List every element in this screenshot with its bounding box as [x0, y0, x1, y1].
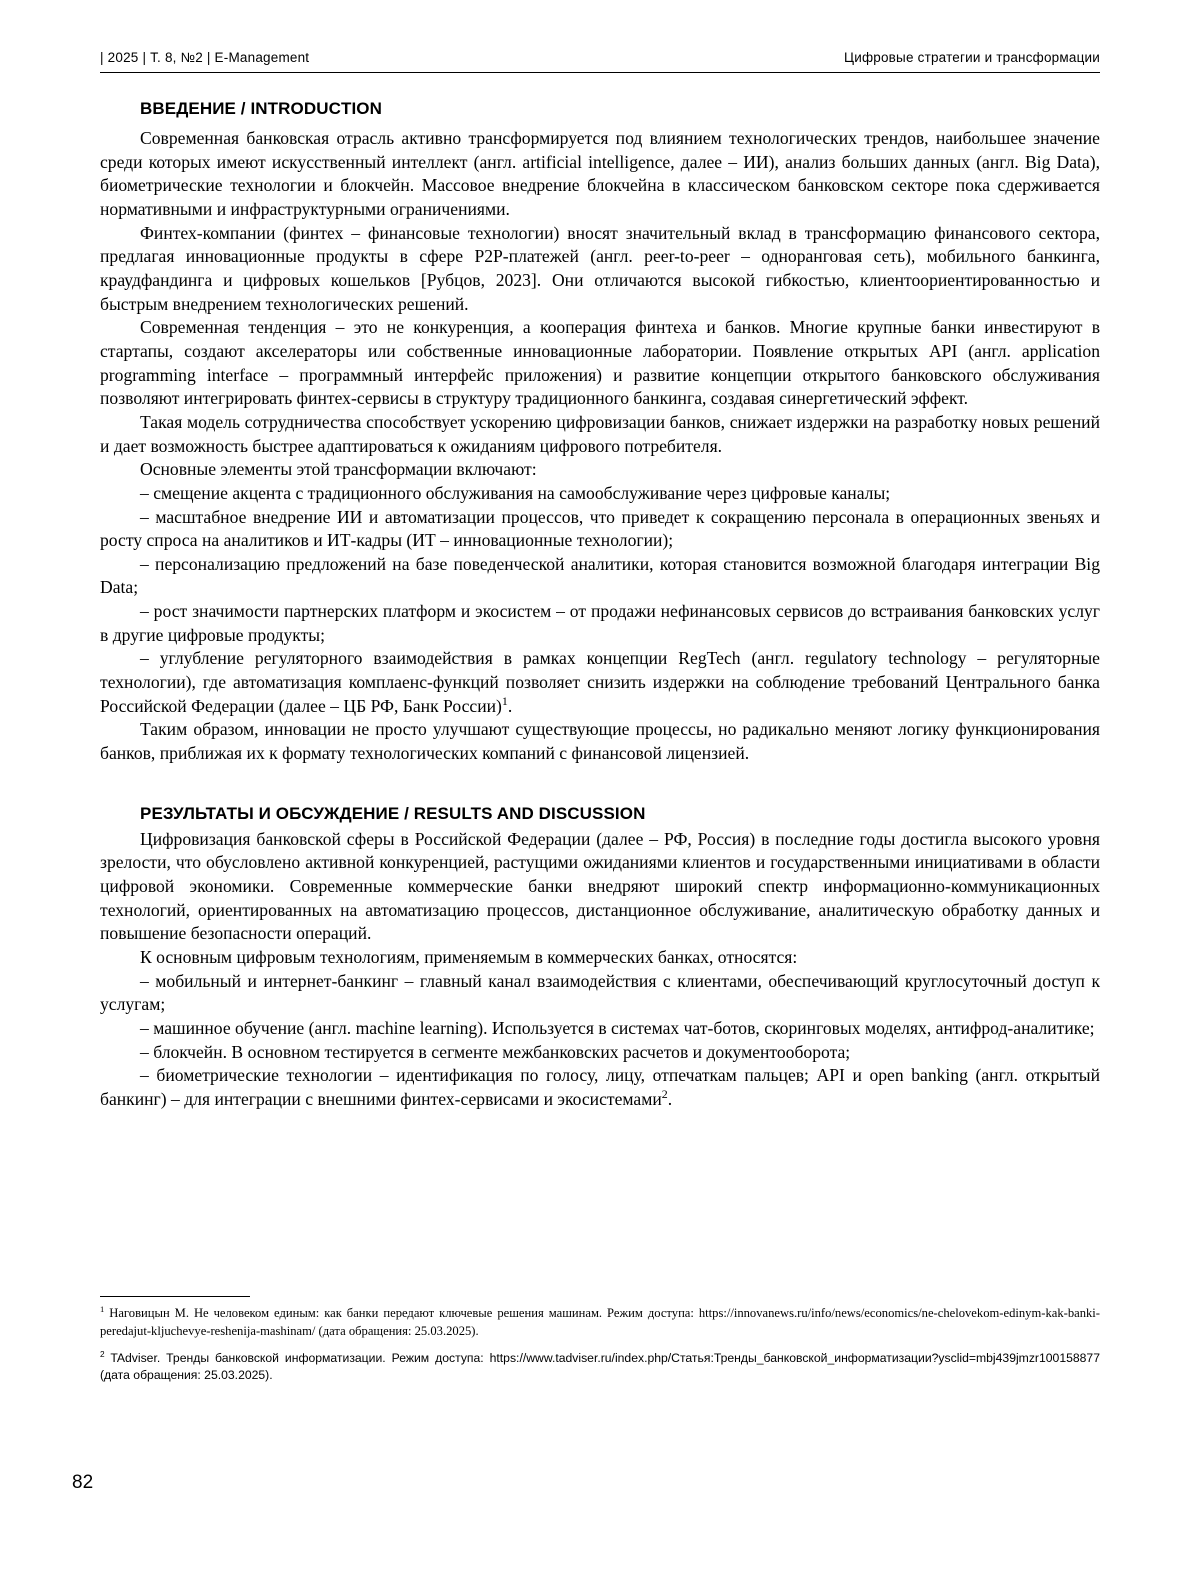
running-head-right: Цифровые стратегии и трансформации — [844, 50, 1100, 65]
footnote-2-text: TAdviser. Тренды банковской информатизации. Режим доступа: https://www.tadviser.ru/index.php/Статья:Тренды_банковской_информатизации?ysclid=mbj439jmzr100158877 (дата обращения: 25.03.2025). — [100, 1350, 1100, 1383]
footnote-number-1: 1 — [100, 1303, 105, 1314]
paragraph: Основные элементы этой трансформации включают: — [140, 459, 537, 480]
list-item: – машинное обучение (англ. machine learning). Используется в системах чат-ботов, скоринговых моделях, антифрод-аналитике; — [140, 1017, 1095, 1038]
running-head — [100, 50, 1100, 73]
page-number: 82 — [72, 1472, 94, 1493]
footnote-separator — [100, 1296, 250, 1297]
sentence-period: . — [667, 1088, 673, 1109]
list-item: – масштабное внедрение ИИ и автоматизации процессов, что приведет к сокращению персонала в операционных звеньях и росту спроса на аналитиков и ИТ-кадры (ИТ – инновационные технологии); — [100, 506, 1100, 551]
paragraph: Современная банковская отрасль активно трансформируется под влиянием технологических трендов, наибольшее значение среди которых имеют искусственный интеллект (англ. artificial intelligence, далее – ИИ), анализ больших данных (англ. Big Data), биометрические технологии и блокчейн. Массовое внедрение блокчейна в классическом банковском секторе пока сдерживается нормативными и инфраструктурными ограничениями. — [100, 128, 1100, 219]
list-item: – блокчейн. В основном тестируется в сегменте межбанковских расчетов и документооборота; — [140, 1041, 851, 1062]
paragraph: Финтех-компании (финтех – финансовые технологии) вносят значительный вклад в трансформацию финансового сектора, предлагая инновационные продукты в сфере P2P-платежей (англ. peer-to-peer – одноранговая сеть), мобильного банкинга, краудфандинга и цифровых кошельков [Рубцов, 2023]. Они отличаются высокой гибкостью, клиентоориентированностью и быстрым внедрением технологических решений. — [100, 222, 1100, 314]
list-item: – мобильный и интернет-банкинг – главный канал взаимодействия с клиентами, обеспечивающий круглосуточный доступ к услугам; — [100, 970, 1100, 1015]
list-item — [100, 1064, 1100, 1111]
paragraph: К основным цифровым технологиям, применяемым в коммерческих банках, относятся: — [140, 947, 798, 967]
section-heading-introduction: ВВЕДЕНИЕ / INTRODUCTION — [140, 99, 382, 118]
list-item: – смещение акцента с традиционного обслуживания на самообслуживание через цифровые каналы; — [140, 482, 891, 503]
footnote-ref-1[interactable]: 1 — [501, 693, 508, 708]
footnote-ref-2[interactable]: 2 — [661, 1087, 668, 1102]
page-content — [100, 50, 1100, 1112]
list-item — [100, 647, 1100, 718]
footnote-1-text: Наговицын М. Не человеком единым: как банки передают ключевые решения машинам. Режим доступа: https://innovanews.ru/info/news/economics/ne-chelovekom-edinym-kak-banki-peredajut-kljuchevye-reshenija-mashinam/ (дата обращения: 25.03.2025). — [100, 1306, 1100, 1338]
paragraph: Цифровизация банковской сферы в Российской Федерации (далее – РФ, Россия) в последние годы достигла высокого уровня зрелости, что обусловлено активной конкуренцией, растущими ожиданиями клиентов и государственными инициативами в области цифровой экономики. Современные коммерческие банки внедряют широкий спектр информационно-коммуникационных технологий, ориентированных на автоматизацию процессов, дистанционное обслуживание, аналитическую обработку данных и повышение безопасности операций. — [100, 828, 1100, 944]
footnotes-block — [100, 1296, 1100, 1393]
footnote-1 — [100, 1305, 1100, 1341]
sentence-period: . — [507, 695, 513, 716]
list-item: – персонализацию предложений на базе поведенческой аналитики, которая становится возможной благодаря интеграции Big Data; — [100, 553, 1100, 598]
section-heading-results: РЕЗУЛЬТАТЫ И ОБСУЖДЕНИЕ / RESULTS AND DISCUSSION — [140, 803, 646, 823]
list-item-text: – углубление регуляторного взаимодействия в рамках концепции RegTech (англ. regulatory technology – регуляторные технологии), где автоматизация комплаенс-функций позволяет снизить издержки на соблюдение требований Центрального банка Российской Федерации (далее – ЦБ РФ, Банк России) — [100, 648, 1100, 716]
running-head-left: | 2025 | Т. 8, №2 | E-Management — [100, 50, 310, 65]
footnote-2 — [100, 1350, 1100, 1385]
footnote-number-2: 2 — [100, 1348, 105, 1359]
list-item-text: – биометрические технологии – идентификация по голосу, лицу, отпечаткам пальцев; API и open banking (англ. открытый банкинг) – для интеграции с внешними финтех-сервисами и экосистемами — [100, 1065, 1100, 1109]
paragraph: Современная тенденция – это не конкуренция, а кооперация финтеха и банков. Многие крупные банки инвестируют в стартапы, создают акселераторы или собственные инновационные лаборатории. Появление открытых API (англ. application programming interface – программный интерфейс приложения) и развитие концепции открытого банковского обслуживания позволяют интегрировать финтех-сервисы в структуру традиционного банкинга, создавая синергетический эффект. — [100, 317, 1100, 409]
paragraph: Такая модель сотрудничества способствует ускорению цифровизации банков, снижает издержки на разработку новых решений и дает возможность быстрее адаптироваться к ожиданиям цифрового потребителя. — [100, 411, 1100, 456]
list-item: – рост значимости партнерских платформ и экосистем – от продажи нефинансовых сервисов до встраивания банковских услуг в другие цифровые продукты; — [100, 601, 1100, 645]
paragraph: Таким образом, инновации не просто улучшают существующие процессы, но радикально меняют логику функционирования банков, приближая их к формату технологических компаний с финансовой лицензией. — [100, 719, 1100, 764]
